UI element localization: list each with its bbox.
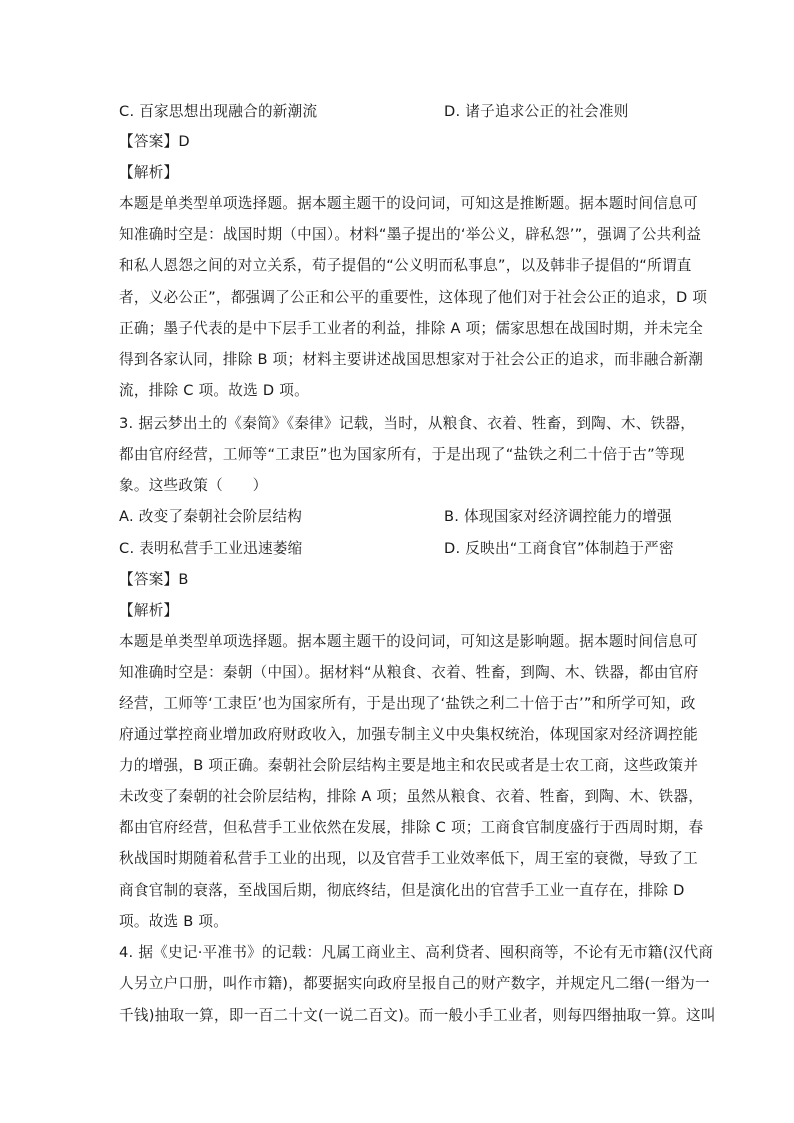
q2-analysis-line: 正确；墨子代表的是中下层手工业者的利益，排除 A 项；儒家思想在战国时期，并未完全 [119, 320, 704, 337]
q3-analysis-line: 经营，工师等‘工隶臣’也为国家所有，于是出现了‘盐铁之利二十倍于古’”和所学可知，政 [119, 695, 696, 712]
q3-analysis-line: 商食官制的衰落，至战国后期，彻底终结，但是演化出的官营手工业一直存在，排除 D [119, 882, 685, 899]
q3-analysis-line: 秋战国时期随着私营手工业的出现，以及官营手工业效率低下，周王室的衰微，导致了工 [119, 850, 698, 867]
q3-analysis-line: 知准确时空是：秦朝（中国）。据材料“从粮食、衣着、牲畜，到陶、木、铁器，都由官府 [119, 664, 699, 681]
q3-option-b: B. 体现国家对经济调控能力的增强 [444, 508, 672, 525]
q2-analysis-line: 本题是单类型单项选择题。据本题主题干的设问词，可知这是推断题。据本题时间信息可 [119, 195, 698, 212]
q3-analysis-line: 力的增强，B 项正确。秦朝社会阶层结构主要是地主和农民或者是士农工商，这些政策并 [119, 757, 699, 774]
q2-option-d: D. 诸子追求公正的社会准则 [444, 103, 629, 120]
q3-analysis-line: 府通过掌控商业增加政府财政收入，加强专制主义中央集权统治，体现国家对经济调控能 [119, 726, 698, 743]
q2-analysis-line: 得到各家认同，排除 B 项；材料主要讲述战国思想家对于社会公正的追求，而非融合新潮 [119, 351, 704, 368]
q3-answer: 【答案】B [119, 571, 189, 588]
q3-analysis-line: 项。故选 B 项。 [119, 913, 229, 930]
q3-analysis-line: 本题是单类型单项选择题。据本题主题干的设问词，可知这是影响题。据本题时间信息可 [119, 633, 698, 650]
q2-analysis-line: 流，排除 C 项。故选 D 项。 [119, 382, 309, 399]
q3-analysis-line: 未改变了秦朝的社会阶层结构，排除 A 项；虽然从粮食、衣着、牲畜，到陶、木、铁器， [119, 788, 704, 805]
q3-option-a: A. 改变了秦朝社会阶层结构 [119, 508, 303, 525]
q2-analysis-line: 和私人恩怨之间的对立关系，荀子提倡的“公义明而私事息”，以及韩非子提倡的“所谓直 [119, 257, 692, 274]
q3-stem-line: 3. 据云梦出土的《秦简》《秦律》记载，当时，从粮食、衣着、牲畜，到陶、木、铁器， [119, 415, 696, 432]
q2-answer: 【答案】D [119, 133, 190, 150]
q4-stem-line: 4. 据《史记·平准书》的记载：凡属工商业主、高利贷者、囤积商等，不论有无市籍(汉代商 [119, 944, 714, 961]
q2-analysis-line: 者，义必公正”，都强调了公正和公平的重要性，这体现了他们对于社会公正的追求，D 项 [119, 289, 708, 306]
q2-analysis-line: 知准确时空是：战国时期（中国）。材料“墨子提出的‘举公义，辟私怨’”，强调了公共利益 [119, 226, 702, 243]
q3-option-d: D. 反映出“工商食官”体制趋于严密 [444, 540, 674, 557]
q2-option-c: C. 百家思想出现融合的新潮流 [119, 103, 318, 120]
q2-analysis-label: 【解析】 [119, 164, 179, 181]
q3-stem-line: 象。这些政策（ ） [119, 477, 268, 494]
q4-stem-line: 千钱)抽取一算，即一百二十文(一说二百文)。而一般小手工业者，则每四缗抽取一算。这叫 [119, 1007, 716, 1024]
q4-stem-line: 人另立户口册，叫作市籍)，都要据实向政府呈报自己的财产数字，并规定凡二缗(一缗为一 [119, 975, 710, 992]
q3-stem-line: 都由官府经营，工师等“工隶臣”也为国家所有，于是出现了“盐铁之利二十倍于古”等现 [119, 446, 685, 463]
q3-analysis-line: 都由官府经营，但私营手工业依然在发展，排除 C 项；工商食官制度盛行于西周时期，春 [119, 819, 704, 836]
q3-option-c: C. 表明私营手工业迅速萎缩 [119, 540, 303, 557]
q3-analysis-label: 【解析】 [119, 602, 179, 619]
